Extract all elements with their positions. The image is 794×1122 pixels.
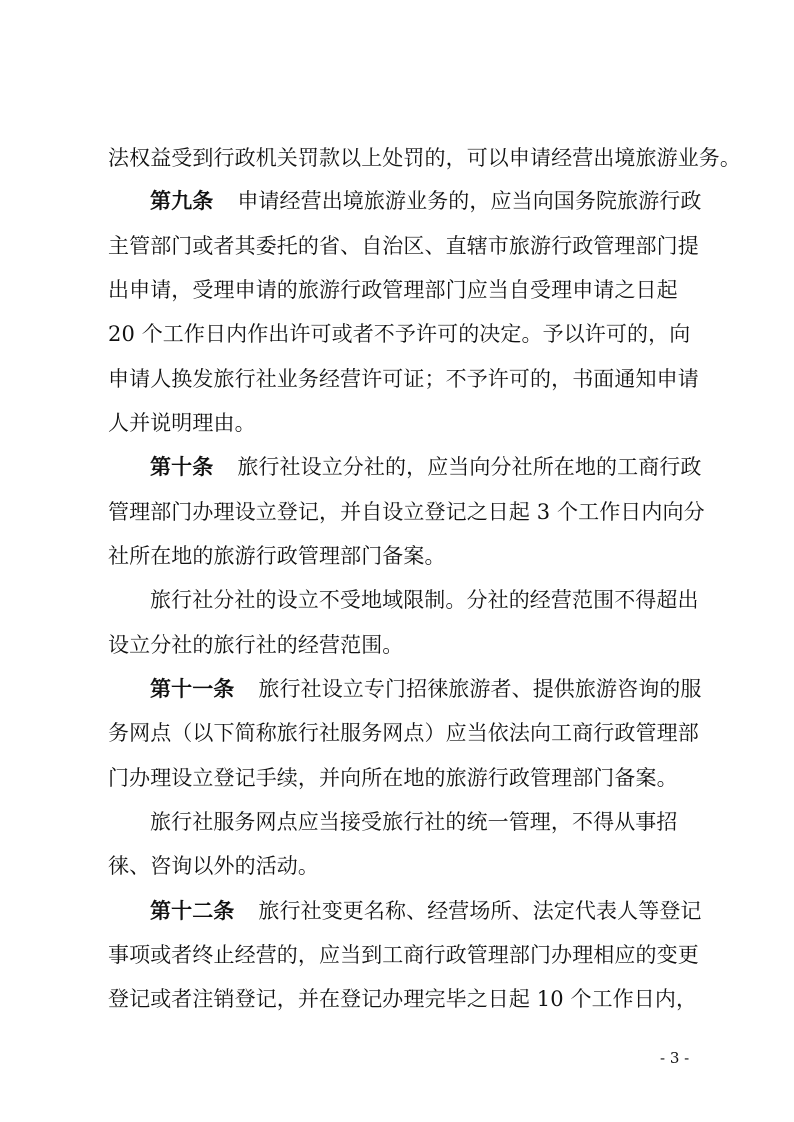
text-line (108, 760, 678, 796)
text-line (108, 981, 697, 1017)
page-number: - 3 - (660, 1049, 690, 1067)
text-line (108, 627, 403, 663)
line-text: 社所在地的旅游行政管理部门备案。 (108, 544, 446, 568)
line-text: 法权益受到行政机关罚款以上处罚的，可以申请经营出境旅游业务。 (108, 146, 741, 170)
text-line (108, 316, 690, 352)
line-text: 旅行社变更名称、经营场所、法定代表人等登记 (258, 899, 702, 923)
text-line (108, 494, 705, 530)
line-text: 旅行社服务网点应当接受旅行社的统一管理，不得从事招 (150, 810, 678, 834)
line-text: 门办理设立登记手续，并向所在地的旅游行政管理部门备案。 (108, 766, 678, 790)
article-heading-line (150, 671, 702, 707)
text-line (108, 937, 699, 973)
article-heading-line (150, 893, 702, 929)
line-text: 徕、咨询以外的活动。 (108, 854, 319, 878)
text-line (108, 140, 741, 176)
article-heading: 第十条 (150, 454, 214, 479)
text-line (108, 538, 446, 574)
text-line (108, 715, 699, 751)
article-heading: 第十二条 (150, 898, 235, 923)
line-text: 事项或者终止经营的，应当到工商行政管理部门办理相应的变更 (108, 943, 699, 967)
article-heading: 第十一条 (150, 676, 235, 701)
line-text: 设立分社的旅行社的经营范围。 (108, 633, 404, 657)
line-text: 登记或者注销登记，并在登记办理完毕之日起 10 个工作日内， (108, 987, 698, 1011)
line-text: 人并说明理由。 (108, 411, 256, 435)
line-text: 旅行社设立专门招徕旅游者、提供旅游咨询的服 (258, 677, 702, 701)
line-text: 主管部门或者其委托的省、自治区、直辖市旅游行政管理部门提 (108, 234, 699, 258)
article-heading-line (150, 449, 702, 485)
text-line (108, 228, 699, 264)
text-line (108, 361, 699, 397)
line-text: 旅行社分社的设立不受地域限制。分社的经营范围不得超出 (150, 588, 699, 612)
line-text: 出申请，受理申请的旅游行政管理部门应当自受理申请之日起 (108, 278, 678, 302)
line-text: 旅行社设立分社的，应当向分社所在地的工商行政 (237, 455, 702, 479)
line-text: 申请人换发旅行社业务经营许可证；不予许可的，书面通知申请 (108, 367, 699, 391)
text-line (108, 848, 319, 884)
text-line (108, 405, 256, 441)
line-text: 申请经营出境旅游业务的，应当向国务院旅游行政 (237, 189, 702, 213)
line-text: 20 个工作日内作出许可或者不予许可的决定。予以许可的，向 (108, 322, 691, 346)
line-text: 管理部门办理设立登记，并自设立登记之日起 3 个工作日内向分 (108, 500, 705, 524)
text-line (150, 804, 678, 840)
line-text: 务网点（以下简称旅行社服务网点）应当依法向工商行政管理部 (108, 721, 699, 745)
text-line (108, 272, 678, 308)
article-heading-line (150, 183, 702, 219)
article-heading: 第九条 (150, 188, 214, 213)
text-line (150, 582, 699, 618)
